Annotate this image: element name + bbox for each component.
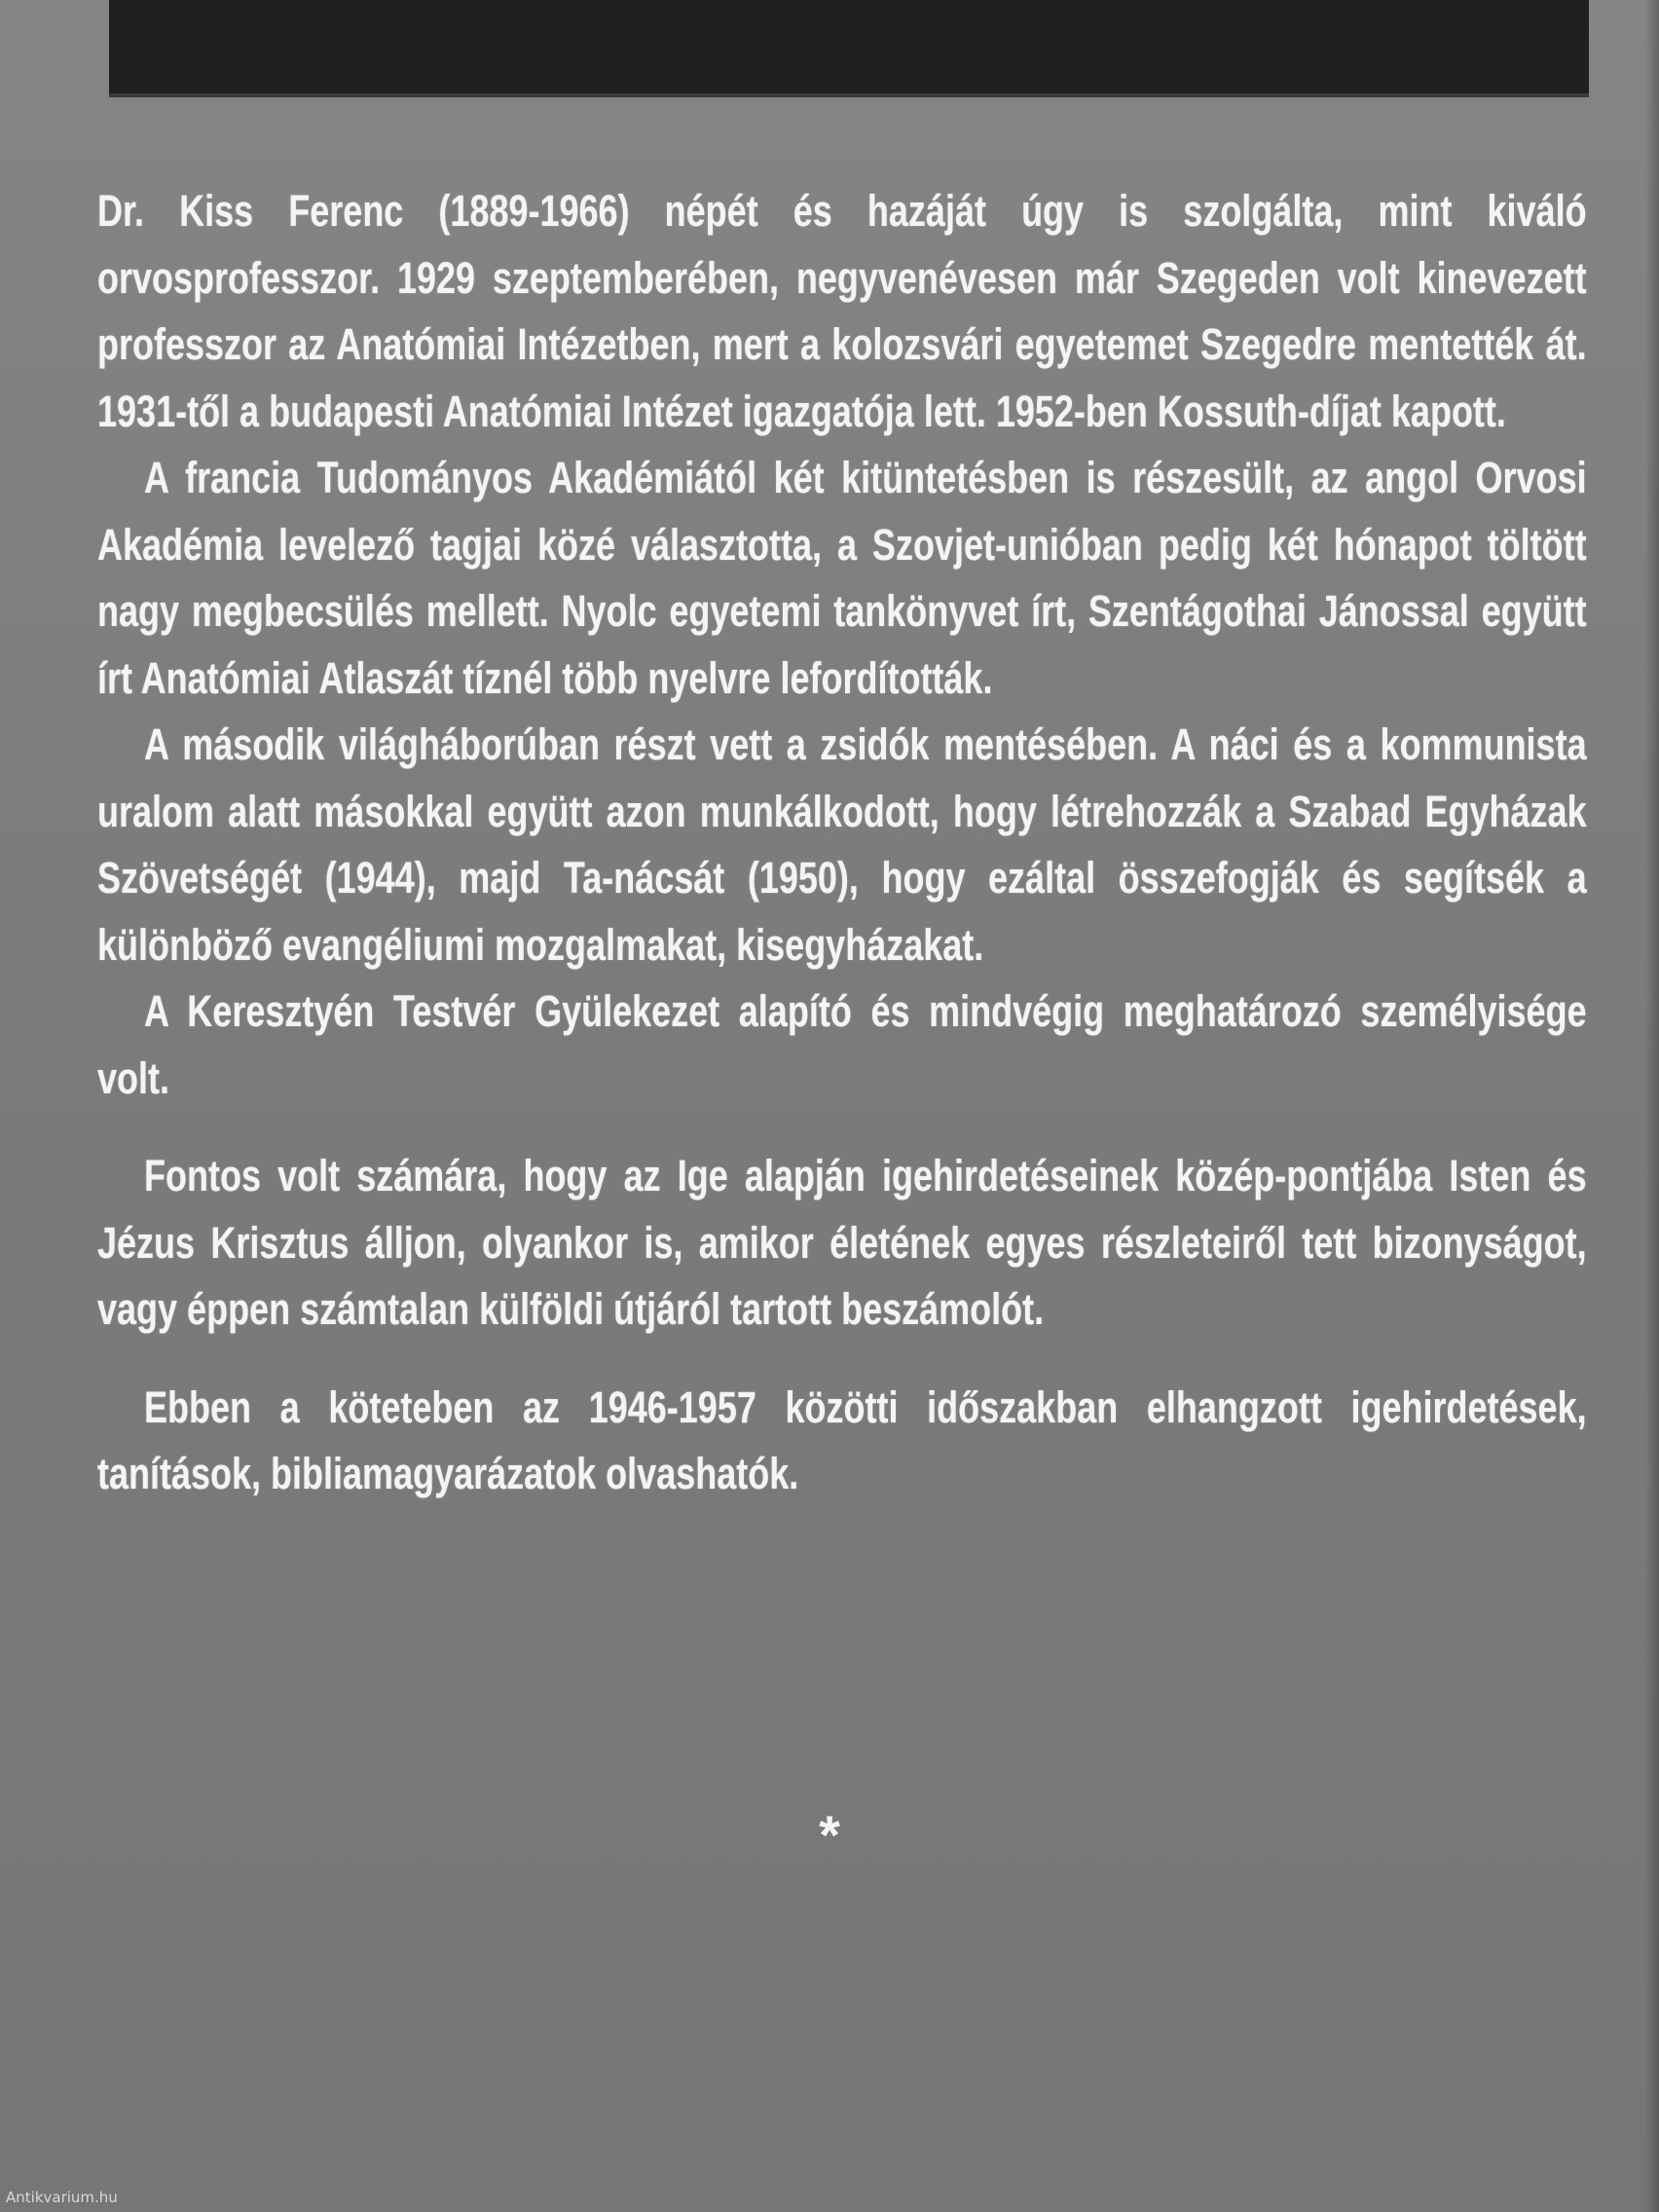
paragraph-honors: A francia Tudományos Akadémiától két kitüntetésben is részesült, az angol Orvosi Akadémia levelező tagjai közé választotta, a Szovjet-unióban pedig két hónapot töltött nagy megbecsülés mellett. Nyolc egyetemi tankönyvet írt, Szentágothai Jánossal együtt írt Anatómiai Atlaszát tíznél több nyelvre lefordították.: [97, 453, 1587, 703]
body-text: [97, 178, 1587, 1508]
watermark-text: Antikvarium.hu: [6, 2189, 118, 2206]
paragraph-preaching: Fontos volt számára, hogy az Ige alapján igehirdetéseinek közép-pontjába Isten és Jézus Krisztus álljon, olyankor is, amikor életének egyes részleteiről tett bizonyságot, vagy éppen számtalan külföldi útjáról tartott beszámolót.: [97, 1151, 1587, 1334]
paragraph-wartime: A második világháborúban részt vett a zsidók mentésében. A náci és a kommunista uralom alatt másokkal együtt azon munkálkodott, hogy létrehozzák a Szabad Egyházak Szövetségét (1944), majd Ta-nácsát (1950), hogy ezáltal összefogják és segítsék a különböző evangéliumi mozgalmakat, kisegyházakat.: [97, 719, 1587, 970]
paragraph-volume: Ebben a köteteben az 1946-1957 közötti időszakban elhangzott igehirdetések, tanítások, bibliamagyarázatok olvashatók.: [97, 1382, 1587, 1498]
dark-top-band: [109, 0, 1589, 97]
page-edge-shadow: [1645, 0, 1659, 2212]
paragraph-biography: Dr. Kiss Ferenc (1889-1966) népét és hazáját úgy is szolgálta, mint kiváló orvosprofesszor. 1929 szeptemberében, negyvenévesen már Szegeden volt kinevezett professzor az Anatómiai Intézetben, mert a kolozsvári egyetemet Szegedre mentették át. 1931-től a budapesti Anatómiai Intézet igazgatója lett. 1952-ben Kossuth-díjat kapott.: [97, 186, 1587, 436]
paragraph-congregation: A Keresztyén Testvér Gyülekezet alapító és mindvégig meghatározó személyisége volt.: [97, 986, 1587, 1103]
asterisk-ornament: *: [819, 1804, 840, 1865]
